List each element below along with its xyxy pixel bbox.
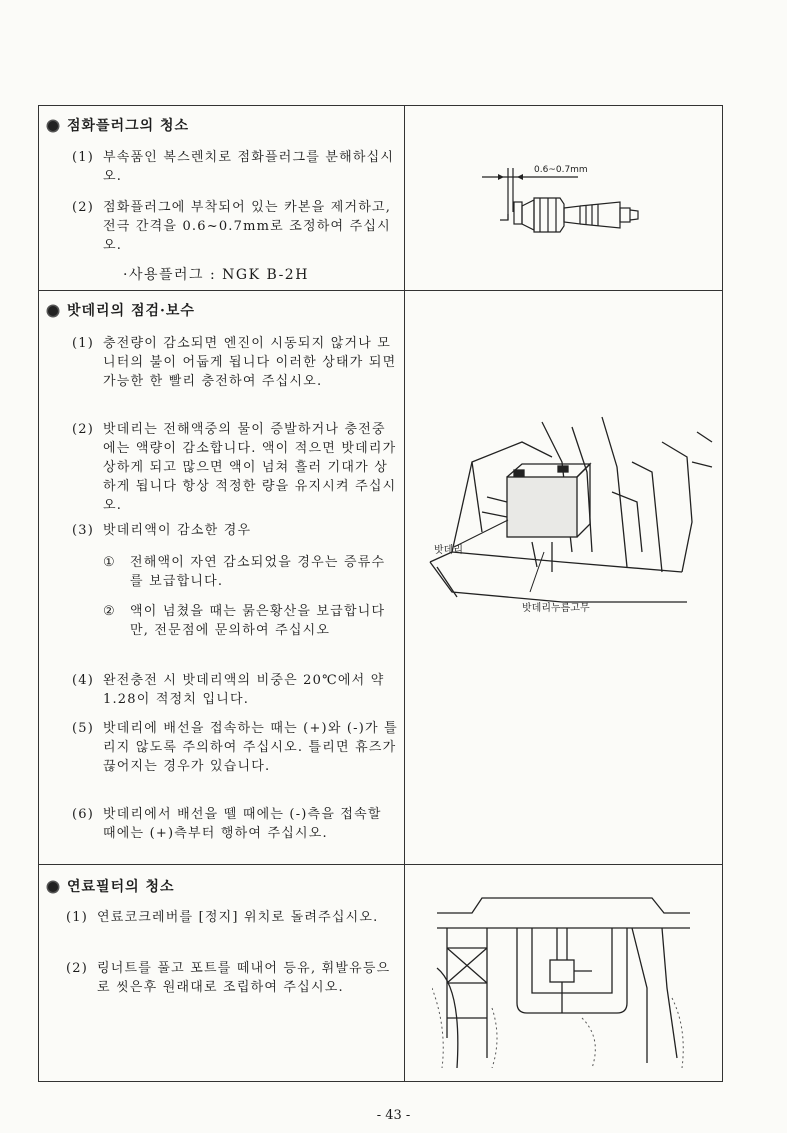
battery-label: 밧데리: [434, 545, 463, 556]
row-divider: [38, 864, 723, 865]
bullet-icon: [48, 306, 58, 316]
plug-type-note: ·사용플러그 : NGK B-2H: [123, 267, 309, 283]
battery-figure: [412, 402, 717, 622]
row-divider: [38, 290, 723, 291]
gap-dimension-label: 0.6~0.7mm: [534, 165, 588, 175]
fuel-filter-figure: [432, 888, 692, 1068]
bullet-icon: [48, 121, 58, 131]
column-divider: [404, 105, 405, 1082]
spark-plug-figure: [470, 150, 670, 245]
section-title-spark-plug: 점화플러그의 청소: [48, 115, 189, 135]
section-title-fuel-filter: 연료필터의 청소: [48, 876, 175, 896]
page-number: - 43 -: [376, 1108, 411, 1123]
battery-cover-label: 밧데리누름고무: [522, 603, 590, 614]
section-title-battery: 밧데리의 점검·보수: [48, 300, 195, 320]
bullet-icon: [48, 882, 58, 892]
